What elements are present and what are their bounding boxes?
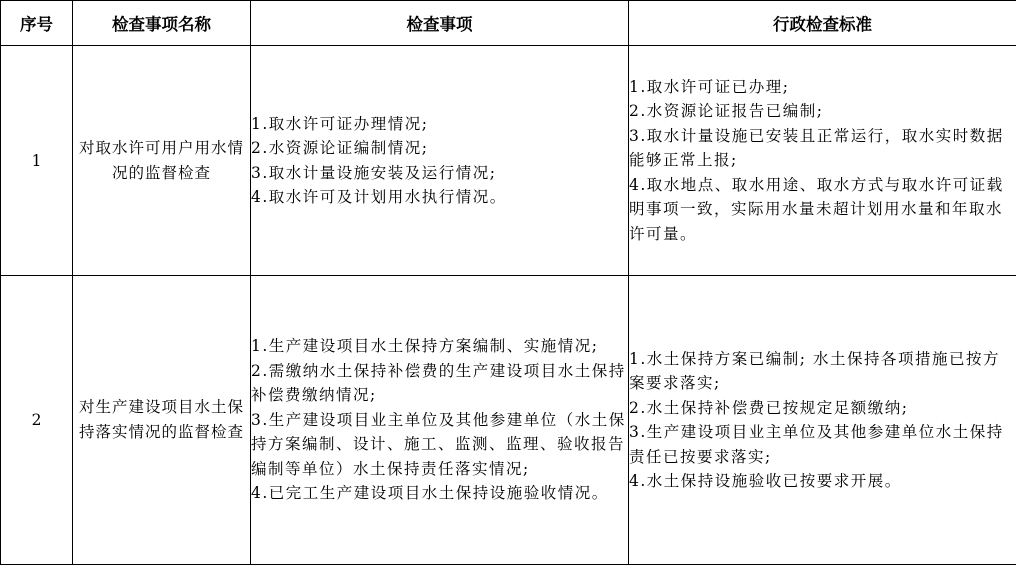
standard-item: 1.取水许可证已办理; xyxy=(629,77,790,96)
inspection-name: 对生产建设项目水土保持落实情况的监督检查 xyxy=(73,276,251,565)
inspection-item: 3.取水计量设施安装及运行情况; xyxy=(251,163,497,182)
standard-item: 2.水资源论证报告已编制; xyxy=(629,102,824,121)
standard-item: 4.水土保持设施验收已按要求开展。 xyxy=(629,472,902,490)
row-number: 2 xyxy=(1,276,73,565)
header-no: 序号 xyxy=(1,1,73,46)
inspection-item: 2.需缴纳水土保持补偿费的生产建设项目水土保持补偿费缴纳情况; xyxy=(251,361,626,405)
inspection-item: 2.水资源论证编制情况; xyxy=(251,139,429,157)
inspection-item: 4.已完工生产建设项目水土保持设施验收情况。 xyxy=(251,484,609,503)
inspection-item: 1.生产建设项目水土保持方案编制、实施情况; xyxy=(251,337,599,356)
inspection-item: 4.取水许可及计划用水执行情况。 xyxy=(251,188,507,206)
standard-item: 3.取水计量设施已安装且正常运行，取水实时数据能够正常上报; xyxy=(629,126,1004,170)
standard-item: 2.水土保持补偿费已按规定足额缴纳; xyxy=(629,398,909,417)
header-row xyxy=(1,1,1016,46)
table-row xyxy=(1,276,1016,565)
inspection-items-cell xyxy=(251,46,629,276)
header-items: 检查事项 xyxy=(251,1,629,46)
header-name: 检查事项名称 xyxy=(73,1,251,46)
standard-item: 4.取水地点、取水用途、取水方式与取水许可证载明事项一致，实际用水量未超计划用水量和年取水许可量。 xyxy=(629,175,1004,243)
inspection-item: 1.取水许可证办理情况; xyxy=(251,114,429,133)
standards-cell xyxy=(629,46,1016,276)
inspection-item: 3.生产建设项目业主单位及其他参建单位（水土保持方案编制、设计、施工、监测、监理、验收报告编制等单位）水土保持责任落实情况; xyxy=(251,410,626,478)
inspection-name: 对取水许可用户用水情况的监督检查 xyxy=(73,46,251,276)
row-number: 1 xyxy=(1,46,73,276)
inspection-items-cell xyxy=(251,276,629,565)
standard-item: 1.水土保持方案已编制; 水土保持各项措施已按方案要求落实; xyxy=(629,349,1000,392)
standard-item: 3.生产建设项目业主单位及其他参建单位水土保持责任已按要求落实; xyxy=(629,423,1004,466)
standards-cell xyxy=(629,276,1016,565)
table-row xyxy=(1,46,1016,276)
header-standard: 行政检查标准 xyxy=(629,1,1016,46)
